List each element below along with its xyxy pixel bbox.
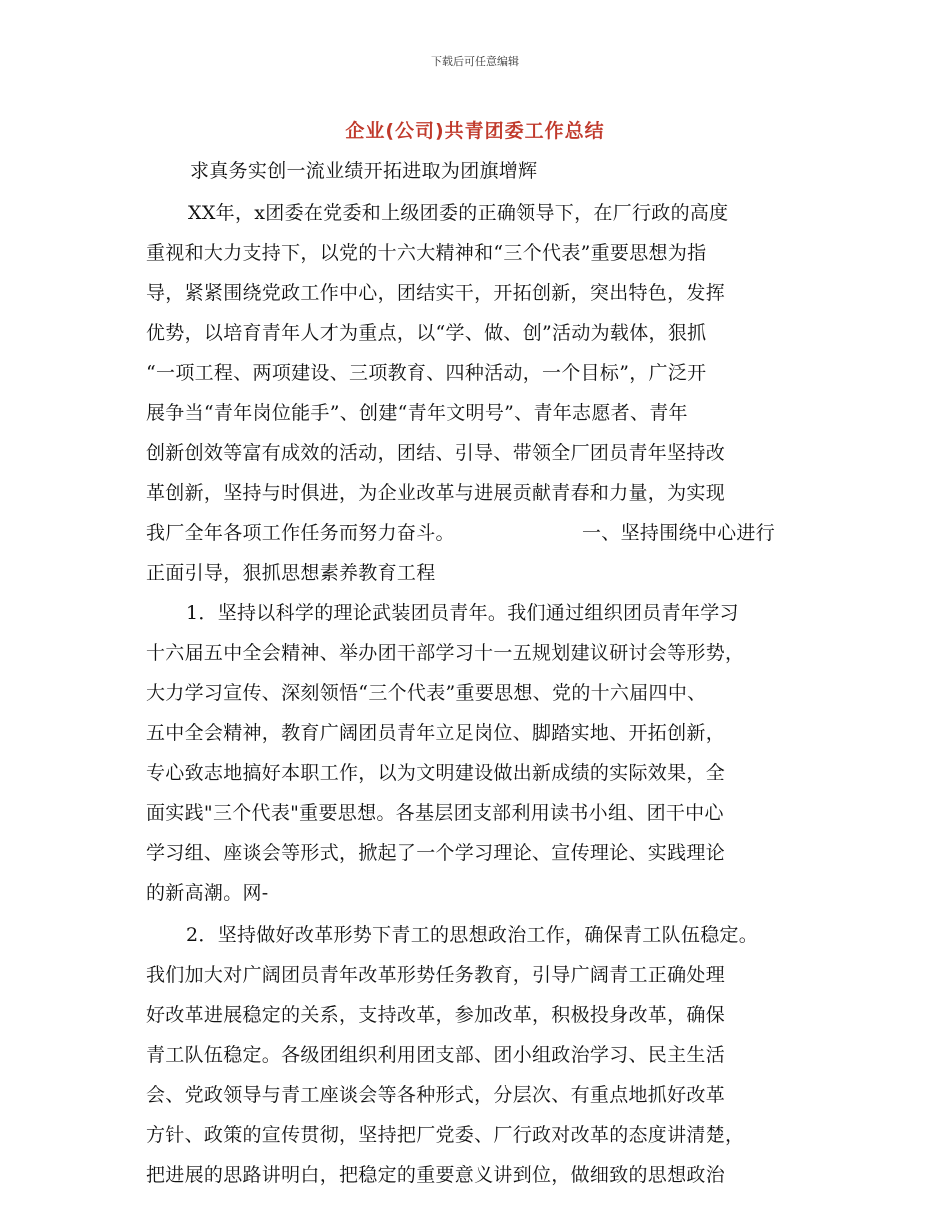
section-heading-1-cont: 正面引导，狠抓思想素养教育工程 — [146, 562, 436, 584]
body-line: 十六届五中全会精神、举办团干部学习十一五规划建议研讨会等形势， — [146, 642, 745, 664]
document-title: 企业(公司)共青团委工作总结 — [345, 120, 605, 142]
body-line: 把进展的思路讲明白，把稳定的重要意义讲到位，做细致的思想政治 — [146, 1164, 726, 1186]
body-line: 会、党政领导与青工座谈会等各种形式，分层次、有重点地抓好改革 — [146, 1084, 726, 1106]
body-line: 大力学习宣传、深刻领悟“三个代表”重要思想、党的十六届四中、 — [146, 682, 707, 704]
body-line: 革创新，坚持与时俱进，为企业改革与进展贡献青春和力量，为实现 — [146, 482, 726, 504]
body-line: 展争当“青年岗位能手”、创建“青年文明号”、青年志愿者、青年 — [146, 402, 688, 424]
body-line: 五中全会精神，教育广阔团员青年立足岗位、脚踏实地、开拓创新， — [146, 722, 726, 744]
body-line: XX年，x团委在党委和上级团委的正确领导下，在厂行政的高度 — [188, 202, 729, 224]
body-line: 专心致志地搞好本职工作，以为文明建设做出新成绩的实际效果，全 — [146, 762, 726, 784]
body-line: 创新创效等富有成效的活动，团结、引导、带领全厂团员青年坚持改 — [146, 442, 726, 464]
body-line: 的新高潮。网- — [146, 882, 269, 904]
subtitle-line: 求真务实创一流业绩开拓进取为团旗增辉 — [190, 160, 538, 182]
body-line: 导，紧紧围绕党政工作中心，团结实干，开拓创新，突出特色，发挥 — [146, 282, 726, 304]
body-line: 好改革进展稳定的关系，支持改革，参加改革，积极投身改革，确保 — [146, 1004, 726, 1026]
body-line: 学习组、座谈会等形式，掀起了一个学习理论、宣传理论、实践理论 — [146, 842, 726, 864]
body-line: 青工队伍稳定。各级团组织利用团支部、团小组政治学习、民主生活 — [146, 1044, 726, 1066]
body-line: 面实践"三个代表"重要思想。各基层团支部利用读书小组、团干中心 — [146, 802, 724, 824]
section-heading-1: 一、坚持围绕中心进行 — [582, 522, 776, 544]
page-header: 下载后可任意编辑 — [431, 55, 519, 68]
body-line: 1．坚持以科学的理论武装团员青年。我们通过组织团员青年学习 — [186, 602, 739, 624]
body-line: 方针、政策的宣传贯彻，坚持把厂党委、厂行政对改革的态度讲清楚， — [146, 1124, 745, 1146]
body-line: 优势，以培育青年人才为重点，以“学、做、创”活动为载体，狠抓 — [146, 322, 707, 344]
body-line: 重视和大力支持下，以党的十六大精神和“三个代表”重要思想为指 — [146, 242, 707, 264]
body-line: 2．坚持做好改革形势下青工的思想政治工作，确保青工队伍稳定。 — [186, 924, 759, 946]
body-line: “一项工程、两项建设、三项教育、四种活动，一个目标”，广泛开 — [146, 362, 707, 384]
body-line: 我厂全年各项工作任务而努力奋斗。 — [146, 522, 455, 544]
body-line: 我们加大对广阔团员青年改革形势任务教育，引导广阔青工正确处理 — [146, 964, 726, 986]
